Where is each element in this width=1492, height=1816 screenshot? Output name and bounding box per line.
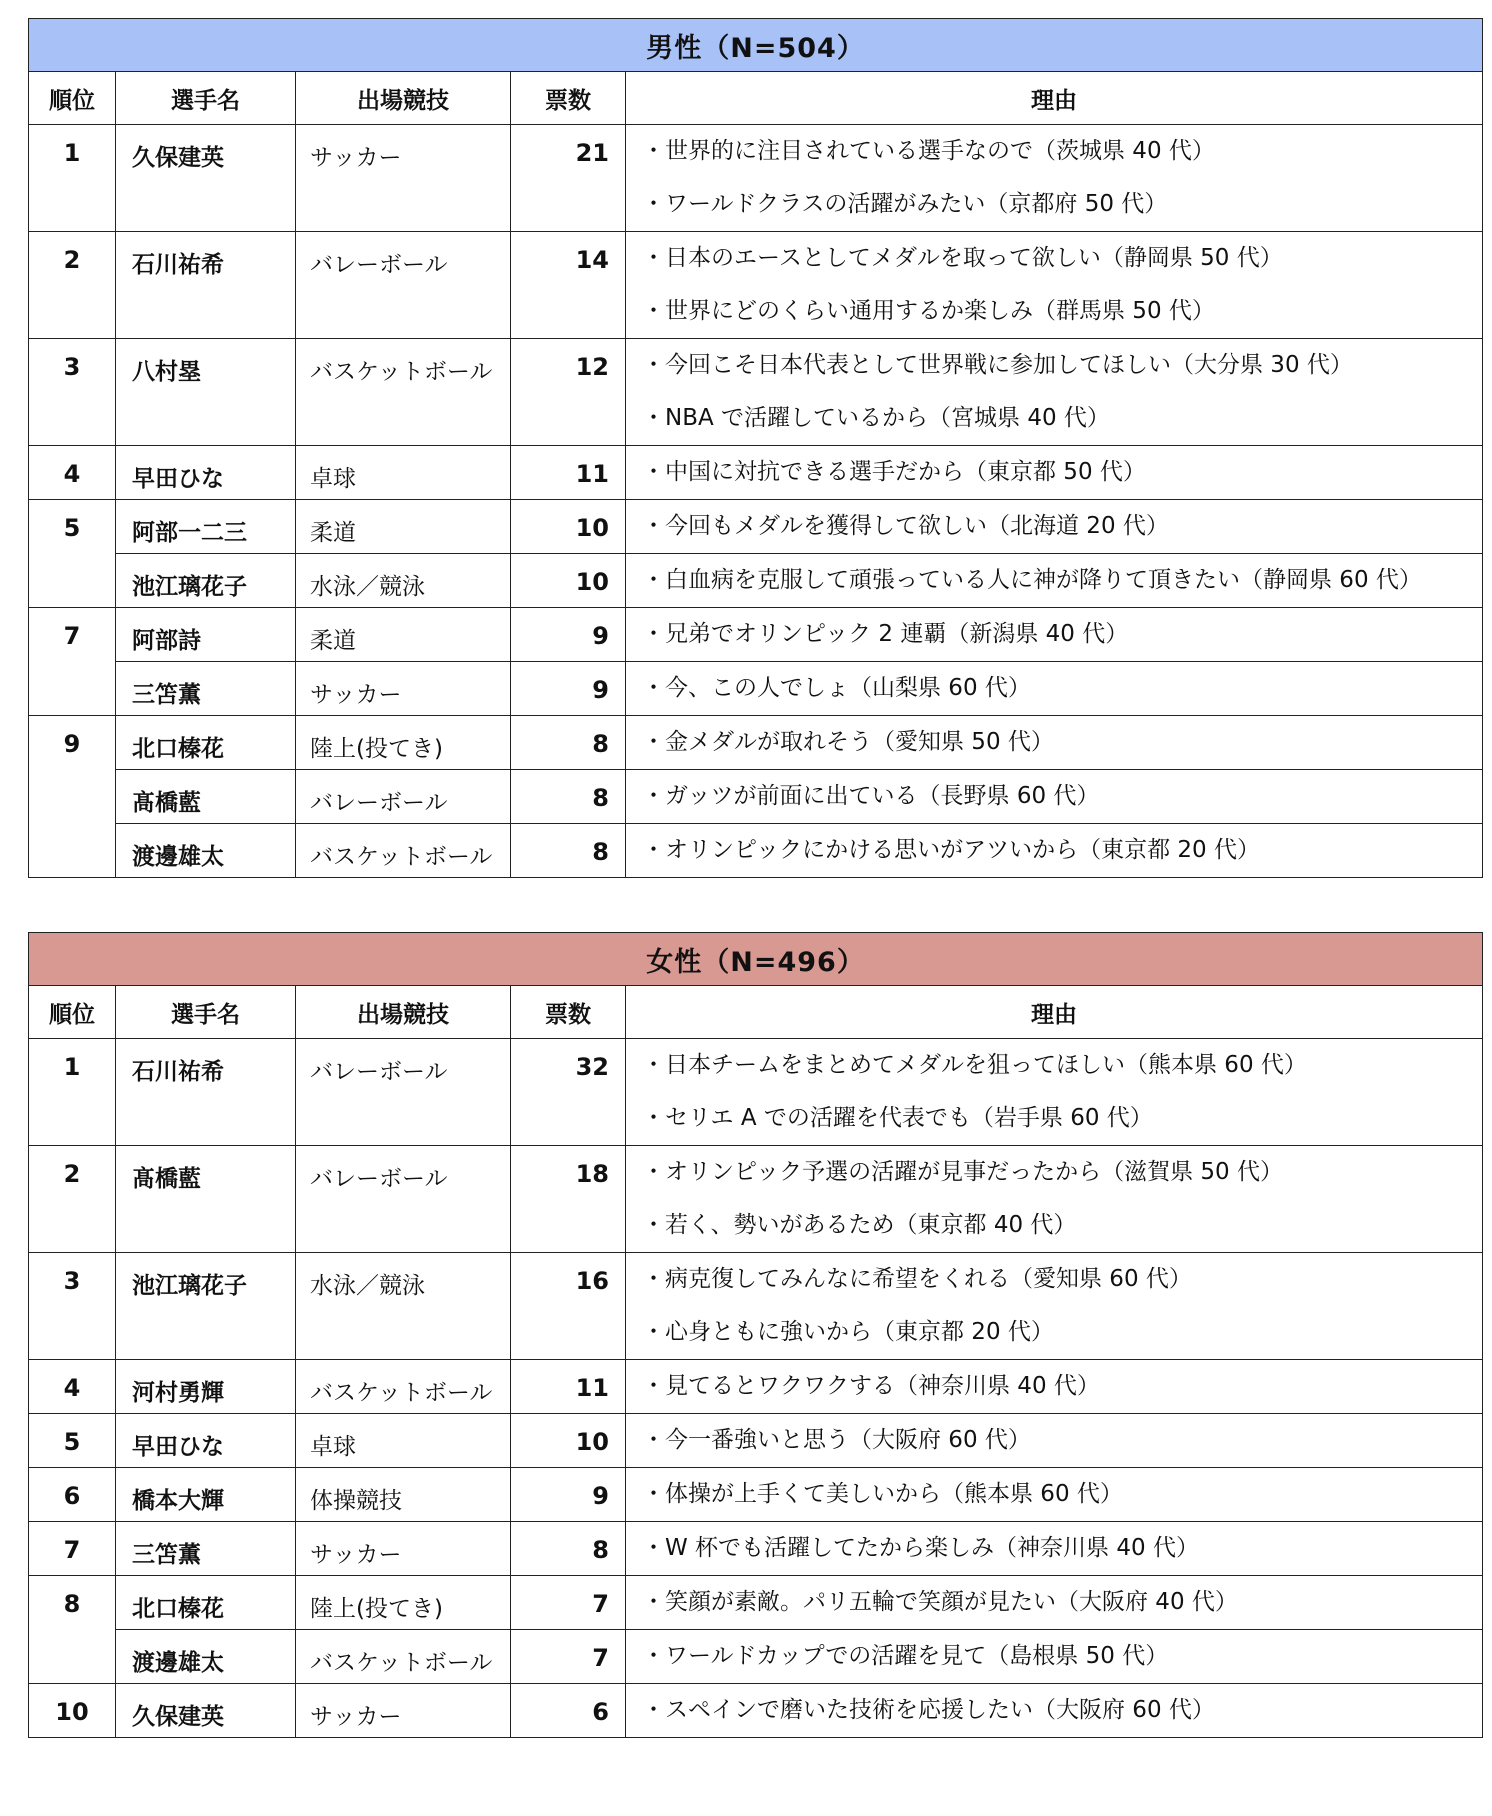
reasons-cell (626, 1684, 1483, 1738)
table-row (29, 1146, 1483, 1253)
reasons-cell (626, 125, 1483, 232)
reason-text: ・今、この人でしょ（山梨県 60 代） (642, 675, 1031, 701)
table-row (29, 1414, 1483, 1468)
reasons-cell (626, 1468, 1483, 1522)
reasons-cell (626, 232, 1483, 339)
table-row (29, 1360, 1483, 1414)
sport-cell: バスケットボール (296, 339, 511, 446)
reason-text: ・白血病を克服して頑張っている人に神が降りて頂きたい（静岡県 60 代） (642, 567, 1422, 593)
rank-header: 順位 (29, 72, 116, 125)
reason-text: ・スペインで磨いた技術を応援したい（大阪府 60 代） (642, 1697, 1215, 1723)
rank-cell: 2 (29, 1146, 116, 1253)
rank-cell: 10 (29, 1684, 116, 1738)
rank-cell: 3 (29, 1253, 116, 1360)
reasons-cell (626, 1630, 1483, 1684)
reason-text: ・見てるとワクワクする（神奈川県 40 代） (642, 1373, 1100, 1399)
rank-cell: 4 (29, 1360, 116, 1414)
player-name-cell: 髙橋藍 (116, 770, 296, 824)
votes-cell: 11 (511, 446, 626, 500)
rank-cell: 1 (29, 125, 116, 232)
reason-text: ・世界にどのくらい通用するか楽しみ（群馬県 50 代） (642, 298, 1215, 324)
reason-text: ・セリエ A での活躍を代表でも（岩手県 60 代） (642, 1105, 1153, 1131)
votes-cell: 10 (511, 1414, 626, 1468)
votes-cell: 10 (511, 554, 626, 608)
votes-cell: 9 (511, 608, 626, 662)
rank-cell: 5 (29, 1414, 116, 1468)
votes-cell: 9 (511, 1468, 626, 1522)
table-row (29, 500, 1483, 554)
reasons-cell (626, 770, 1483, 824)
sport-cell: 陸上(投てき) (296, 716, 511, 770)
reason-text: ・兄弟でオリンピック 2 連覇（新潟県 40 代） (642, 621, 1129, 647)
reasons-cell (626, 500, 1483, 554)
reasons-cell (626, 1360, 1483, 1414)
male-table-title: 男性（N=504） (29, 19, 1483, 72)
player-name-cell: 久保建英 (116, 125, 296, 232)
player-name-cell: 髙橋藍 (116, 1146, 296, 1253)
player-name-cell: 河村勇輝 (116, 1360, 296, 1414)
votes-cell: 21 (511, 125, 626, 232)
table-row (29, 1576, 1483, 1630)
sport-cell: 体操競技 (296, 1468, 511, 1522)
sport-cell: サッカー (296, 1522, 511, 1576)
reasons-cell (626, 1146, 1483, 1253)
sport-cell: サッカー (296, 1684, 511, 1738)
rank-cell (29, 662, 116, 716)
votes-cell: 8 (511, 1522, 626, 1576)
reason-text: ・中国に対抗できる選手だから（東京都 50 代） (642, 459, 1146, 485)
player-name-cell: 渡邊雄太 (116, 824, 296, 878)
table-row (29, 125, 1483, 232)
player-name-cell: 渡邊雄太 (116, 1630, 296, 1684)
table-row (29, 716, 1483, 770)
table-row (29, 446, 1483, 500)
reasons-cell (626, 662, 1483, 716)
reasons-cell (626, 554, 1483, 608)
table-row (29, 1630, 1483, 1684)
reason-text: ・ワールドクラスの活躍がみたい（京都府 50 代） (642, 191, 1168, 217)
sport-cell: 柔道 (296, 500, 511, 554)
sport-cell: 陸上(投てき) (296, 1576, 511, 1630)
female-table-body (29, 1039, 1483, 1738)
table-row (29, 339, 1483, 446)
player-name-cell: 石川祐希 (116, 1039, 296, 1146)
reason-text: ・NBA で活躍しているから（宮城県 40 代） (642, 405, 1110, 431)
player-name-cell: 石川祐希 (116, 232, 296, 339)
reason-text: ・若く、勢いがあるため（東京都 40 代） (642, 1212, 1077, 1238)
votes-cell: 7 (511, 1576, 626, 1630)
reasons-cell (626, 339, 1483, 446)
player-name-cell: 池江璃花子 (116, 554, 296, 608)
player-name-cell: 三笘薫 (116, 1522, 296, 1576)
votes-cell: 6 (511, 1684, 626, 1738)
sport-cell: バレーボール (296, 1039, 511, 1146)
rank-cell (29, 824, 116, 878)
player-name-cell: 八村塁 (116, 339, 296, 446)
reason-text: ・ガッツが前面に出ている（長野県 60 代） (642, 783, 1100, 809)
table-row (29, 608, 1483, 662)
votes-cell: 16 (511, 1253, 626, 1360)
reasons-cell (626, 1039, 1483, 1146)
sport-cell: 柔道 (296, 608, 511, 662)
votes-cell: 11 (511, 1360, 626, 1414)
sport-cell: バスケットボール (296, 824, 511, 878)
rank-cell: 4 (29, 446, 116, 500)
table-row (29, 1522, 1483, 1576)
reasons-cell (626, 824, 1483, 878)
sport-cell: バレーボール (296, 232, 511, 339)
sport-cell: 水泳／競泳 (296, 1253, 511, 1360)
reason-text: ・ワールドカップでの活躍を見て（島根県 50 代） (642, 1643, 1169, 1669)
rank-cell: 8 (29, 1576, 116, 1630)
sport-cell: 卓球 (296, 1414, 511, 1468)
reasons-cell (626, 1522, 1483, 1576)
reason-text: ・金メダルが取れそう（愛知県 50 代） (642, 729, 1054, 755)
player-name-cell: 池江璃花子 (116, 1253, 296, 1360)
reason-header: 理由 (626, 986, 1483, 1039)
reason-text: ・日本のエースとしてメダルを取って欲しい（静岡県 50 代） (642, 245, 1283, 271)
male-ranking-section (28, 18, 1482, 878)
votes-cell: 8 (511, 824, 626, 878)
rank-cell: 7 (29, 1522, 116, 1576)
reasons-cell (626, 1576, 1483, 1630)
sport-cell: サッカー (296, 125, 511, 232)
rank-cell: 6 (29, 1468, 116, 1522)
reason-text: ・笑顔が素敵。パリ五輪で笑顔が見たい（大阪府 40 代） (642, 1589, 1238, 1615)
sport-cell: サッカー (296, 662, 511, 716)
rank-cell: 7 (29, 608, 116, 662)
votes-cell: 18 (511, 1146, 626, 1253)
reason-text: ・世界的に注目されている選手なので（茨城県 40 代） (642, 138, 1215, 164)
reason-header: 理由 (626, 72, 1483, 125)
table-row (29, 1253, 1483, 1360)
sport-cell: バスケットボール (296, 1630, 511, 1684)
player-name-cell: 橋本大輝 (116, 1468, 296, 1522)
sport-cell: バレーボール (296, 770, 511, 824)
votes-cell: 7 (511, 1630, 626, 1684)
table-row (29, 770, 1483, 824)
player-name-cell: 北口榛花 (116, 1576, 296, 1630)
rank-cell: 3 (29, 339, 116, 446)
rank-cell: 5 (29, 500, 116, 554)
reasons-cell (626, 716, 1483, 770)
rank-header: 順位 (29, 986, 116, 1039)
female-ranking-section (28, 932, 1482, 1738)
rank-cell: 2 (29, 232, 116, 339)
player-name-cell: 北口榛花 (116, 716, 296, 770)
votes-header: 票数 (511, 72, 626, 125)
reasons-cell (626, 608, 1483, 662)
name-header: 選手名 (116, 986, 296, 1039)
reason-text: ・病克復してみんなに希望をくれる（愛知県 60 代） (642, 1266, 1192, 1292)
player-name-cell: 久保建英 (116, 1684, 296, 1738)
table-row (29, 824, 1483, 878)
female-ranking-table (28, 932, 1483, 1738)
votes-cell: 8 (511, 770, 626, 824)
table-row (29, 662, 1483, 716)
votes-header: 票数 (511, 986, 626, 1039)
reasons-cell (626, 446, 1483, 500)
reason-text: ・心身ともに強いから（東京都 20 代） (642, 1319, 1054, 1345)
player-name-cell: 早田ひな (116, 1414, 296, 1468)
table-row (29, 1039, 1483, 1146)
rank-cell (29, 770, 116, 824)
votes-cell: 32 (511, 1039, 626, 1146)
sport-header: 出場競技 (296, 986, 511, 1039)
reason-text: ・W 杯でも活躍してたから楽しみ（神奈川県 40 代） (642, 1535, 1199, 1561)
sport-cell: バレーボール (296, 1146, 511, 1253)
sport-header: 出場競技 (296, 72, 511, 125)
sport-cell: 水泳／競泳 (296, 554, 511, 608)
votes-cell: 14 (511, 232, 626, 339)
table-row (29, 1468, 1483, 1522)
player-name-cell: 阿部一二三 (116, 500, 296, 554)
table-row (29, 554, 1483, 608)
reason-text: ・オリンピック予選の活躍が見事だったから（滋賀県 50 代） (642, 1159, 1283, 1185)
rank-cell (29, 554, 116, 608)
votes-cell: 8 (511, 716, 626, 770)
reasons-cell (626, 1253, 1483, 1360)
male-ranking-table (28, 18, 1483, 878)
rank-cell: 9 (29, 716, 116, 770)
player-name-cell: 早田ひな (116, 446, 296, 500)
votes-cell: 10 (511, 500, 626, 554)
reason-text: ・日本チームをまとめてメダルを狙ってほしい（熊本県 60 代） (642, 1052, 1307, 1078)
table-row (29, 1684, 1483, 1738)
rank-cell: 1 (29, 1039, 116, 1146)
sport-cell: 卓球 (296, 446, 511, 500)
reason-text: ・今回もメダルを獲得して欲しい（北海道 20 代） (642, 513, 1169, 539)
reason-text: ・今回こそ日本代表として世界戦に参加してほしい（大分県 30 代） (642, 352, 1353, 378)
votes-cell: 12 (511, 339, 626, 446)
rank-cell (29, 1630, 116, 1684)
votes-cell: 9 (511, 662, 626, 716)
reason-text: ・体操が上手くて美しいから（熊本県 60 代） (642, 1481, 1123, 1507)
male-table-body (29, 125, 1483, 878)
female-table-title: 女性（N=496） (29, 933, 1483, 986)
name-header: 選手名 (116, 72, 296, 125)
player-name-cell: 阿部詩 (116, 608, 296, 662)
sport-cell: バスケットボール (296, 1360, 511, 1414)
reason-text: ・今一番強いと思う（大阪府 60 代） (642, 1427, 1031, 1453)
reason-text: ・オリンピックにかける思いがアツいから（東京都 20 代） (642, 837, 1260, 863)
table-row (29, 232, 1483, 339)
player-name-cell: 三笘薫 (116, 662, 296, 716)
reasons-cell (626, 1414, 1483, 1468)
